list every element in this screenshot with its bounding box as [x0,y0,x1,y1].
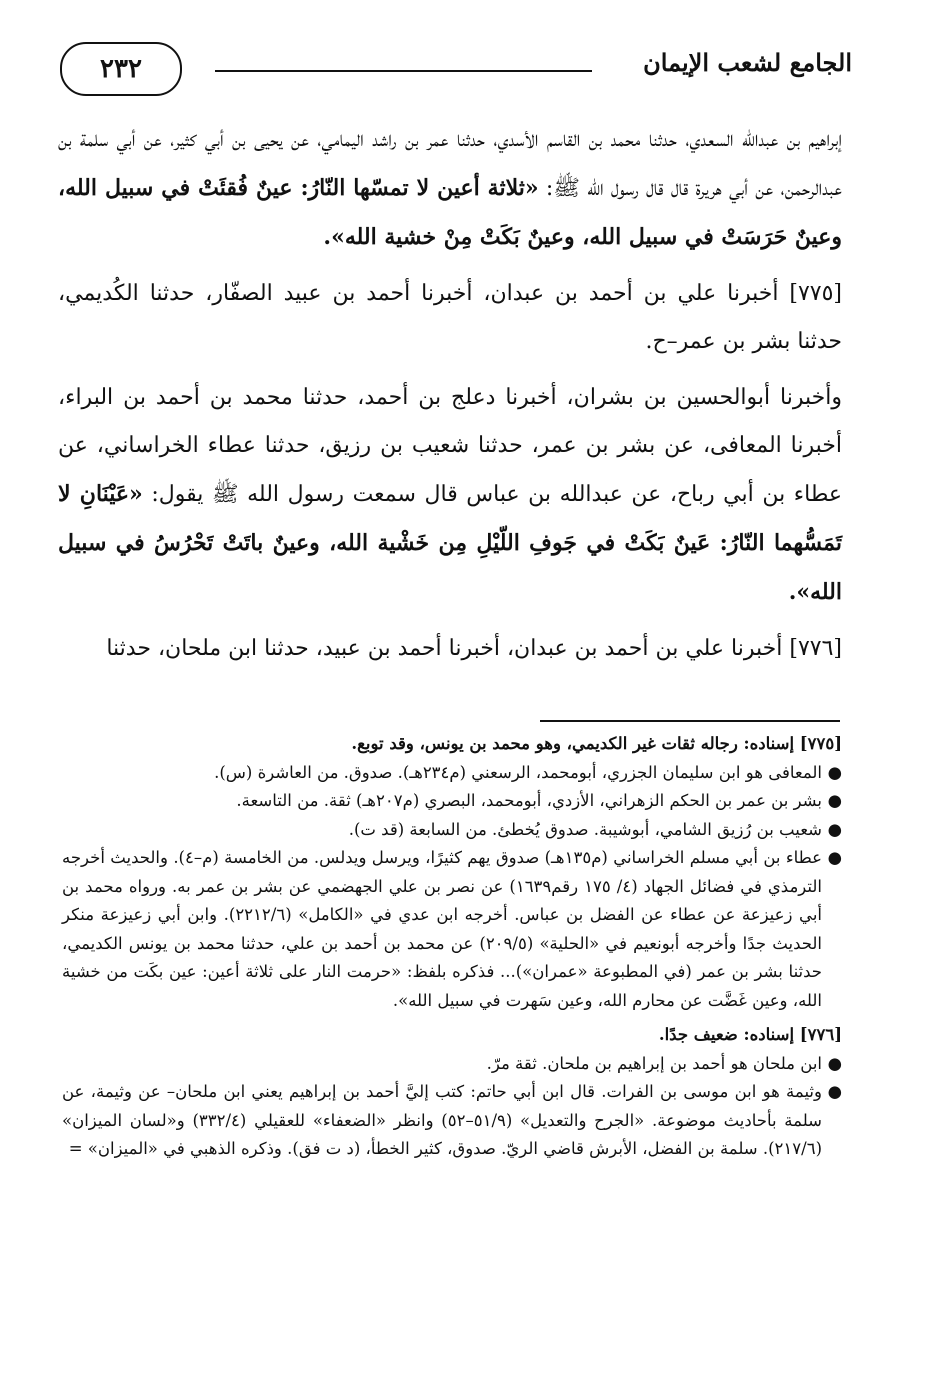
bullet-icon: ● [827,848,842,867]
page-number-badge: ٢٣٢ [60,42,182,96]
footnote-776-list [62,1050,842,1164]
header-rule [215,70,592,72]
paragraph-775 [58,270,842,366]
footnote-item: ● شعيب بن رُزيق الشامي، أبوشيبة. صدوق يُخطئ. من السابعة (قد ت). [62,816,842,845]
footnote-775-heading: [٧٧٥] إسناده: رجاله ثقات غير الكديمي، وهو محمد بن يونس، وقد توبع. [351,734,842,753]
footnote-item: ● وثيمة هو ابن موسى بن الفرات. قال ابن أبي حاتم: كتب إليَّ أحمد بن إبراهيم يعني ابن ملحان– عن وثيمة، عن سلمة بأحاديث موضوعة. «الجرح والتعديل» (٥١/٩–٥٢) وانظر «الضعفاء» للعقيلي (٣٣٢/٤) و«لسان الميزان» (٢١٧/٦). سلمة بن الفضل، الأبرش قاضي الريّ. صدوق، كثير الخطأ، (د ت فق). وذكره الذهبي في «الميزان» = [62,1078,842,1164]
isnad-text: [٧٧٥] أخبرنا علي بن أحمد بن عبدان، أخبرنا أحمد بن عبيد الصفّار، حدثنا الكُديمي، حدثنا بشر بن عمر–ح. [58,281,842,354]
footnote-776-heading: [٧٧٦] إسناده: ضعيف جدًا. [658,1025,842,1044]
bullet-icon: ● [827,1053,842,1073]
hadith-matn: «ثلاثة أعين لا تمسّها النّارُ: عينٌ فُقئَتْ في سبيل الله، وعينٌ حَرَسَتْ في سبيل الله، وعينٌ بَكَتْ مِنْ خشية الله». [58,175,842,250]
hadith-matn: «عَيْنَانِ لا تَمَسُّهما النّارُ: عَينٌ بَكَتْ في جَوفِ اللّيْلِ مِن خَشْية الله، وعينٌ باتَتْ تَحْرُسُ في سبيل الله». [58,481,842,605]
bullet-icon: ● [827,819,842,839]
main-text [58,116,842,681]
footnote-item: ● المعافى هو ابن سليمان الجزري، أبومحمد، الرسعني (م٢٣٤هـ). صدوق. من العاشرة (س). [62,759,842,788]
paragraph-hadith-1 [58,116,842,262]
bullet-icon: ● [827,1082,842,1101]
isnad-text: [٧٧٦] أخبرنا علي بن أحمد بن عبدان، أخبرنا أحمد بن عبيد، حدثنا ابن ملحان، حدثنا [106,636,842,661]
footnotes [62,730,842,1164]
page-header [60,42,852,102]
paragraph-775-second-chain [58,374,842,617]
footnote-item: ● ابن ملحان هو أحمد بن إبراهيم بن ملحان. ثقة مرّ. [62,1050,842,1079]
footnote-item: ● عطاء بن أبي مسلم الخراساني (م١٣٥هـ) صدوق يهم كثيرًا، ويرسل ويدلس. من الخامسة (م–٤). والحديث أخرجه الترمذي في فضائل الجهاد (٤/ ١٧٥ رقم١٦٣٩) عن نصر بن علي الجهضمي عن بشر بن عمر به. ورواه محمد بن أبي زعيزعة عن عطاء عن الفضل بن عباس. أخرجه ابن عدي في «الكامل» (٢٢١٢/٦). وابن أبي زعيزعة منكر الحديث جدًا وأخرجه أبونعيم في «الحلية» (٢٠٩/٥) عن محمد بن أحمد بن علي، حدثنا محمد بن يونس الكديمي، حدثنا بشر بن عمر (في المطبوعة «عمران»)... فذكره بلفظ: «حرمت النار على ثلاثة أعين: عين بكَت من خشية الله، وعين غَضَّت عن محارم الله، وعين سَهرت في سبيل الله». [62,844,842,1015]
footnote-item: ● بشر بن عمر بن الحكم الزهراني، الأزدي، أبومحمد، البصري (م٢٠٧هـ) ثقة. من التاسعة. [62,787,842,816]
isnad-text: وأخبرنا أبوالحسين بن بشران، أخبرنا دعلج بن أحمد، حدثنا محمد بن أحمد بن البراء، أخبرنا المعافى، عن بشر بن عمر، حدثنا شعيب بن رزيق، حدثنا عطاء الخراساني، عن عطاء بن أبي رباح، عن عبدالله بن عباس قال سمعت رسول الله ﷺ يقول: [58,385,842,507]
bullet-icon: ● [827,791,842,810]
footnote-divider [540,720,840,722]
paragraph-776 [58,625,842,673]
bullet-icon: ● [827,762,842,782]
running-title: الجامع لشعب الإيمان [643,48,852,77]
isnad-text: إبراهيم بن عبدالله السعدي، حدثنا محمد بن القاسم الأسدي، حدثنا عمر بن راشد اليمامي، عن يحيى بن أبي كثير، عن أبي سلمة بن عبدالرحمن، عن أبي هريرة قال قال رسول الله ﷺ: [58,127,842,201]
footnote-775-list [62,759,842,1016]
